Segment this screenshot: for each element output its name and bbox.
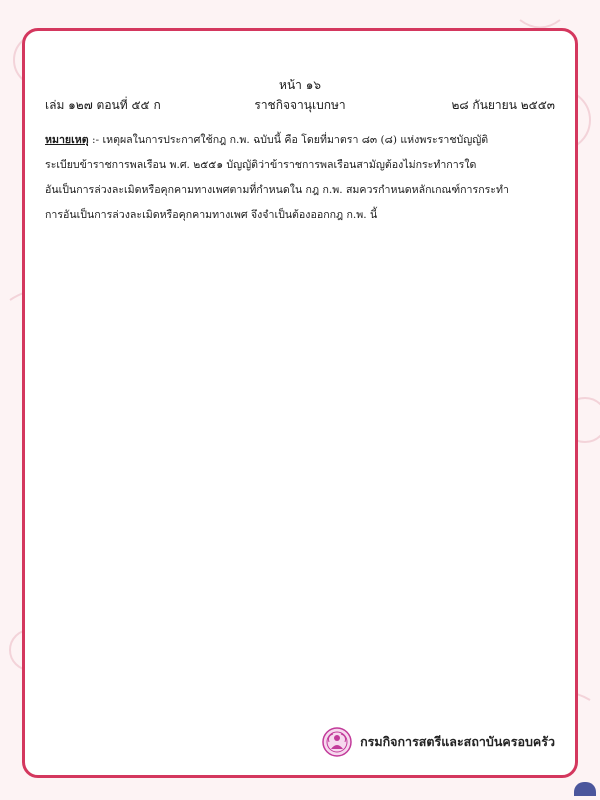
agency-name: กรมกิจการสตรีและสถาบันครอบครัว xyxy=(360,734,555,749)
note-line-2: ระเบียบข้าราชการพลเรือน พ.ศ. ๒๕๕๑ บัญญัติว่าข้าราชการพลเรือนสามัญต้องไม่กระทำการใด xyxy=(45,159,477,171)
note-paragraph xyxy=(45,128,557,228)
note-line-1-text: :- เหตุผลในการประกาศใช้กฎ ก.พ. ฉบับนี้ คือ โดยที่มาตรา ๘๓ (๘) แห่งพระราชบัญญัติ xyxy=(88,134,489,146)
volume-info: เล่ม ๑๒๗ ตอนที่ ๕๕ ก xyxy=(45,98,161,112)
publish-date: ๒๘ กันยายน ๒๕๕๓ xyxy=(451,98,555,112)
note-line-1 xyxy=(45,128,557,153)
document-page xyxy=(22,28,578,778)
note-label: หมายเหตุ xyxy=(45,134,89,146)
agency-seal-icon xyxy=(322,727,352,757)
corner-badge xyxy=(574,782,596,796)
page-number: หน้า ๑๖ xyxy=(279,78,321,92)
agency-footer xyxy=(322,725,555,759)
note-line-3: อันเป็นการล่วงละเมิดหรือคุกคามทางเพศตามที่กำหนดใน กฎ ก.พ. สมควรกำหนดหลักเกณฑ์การกระทำ xyxy=(45,184,509,196)
gazette-header xyxy=(45,76,555,120)
note-line-4: การอันเป็นการล่วงละเมิดหรือคุกคามทางเพศ จึงจำเป็นต้องออกกฎ ก.พ. นี้ xyxy=(45,209,378,221)
gazette-name: ราชกิจจานุเบกษา xyxy=(254,98,346,112)
